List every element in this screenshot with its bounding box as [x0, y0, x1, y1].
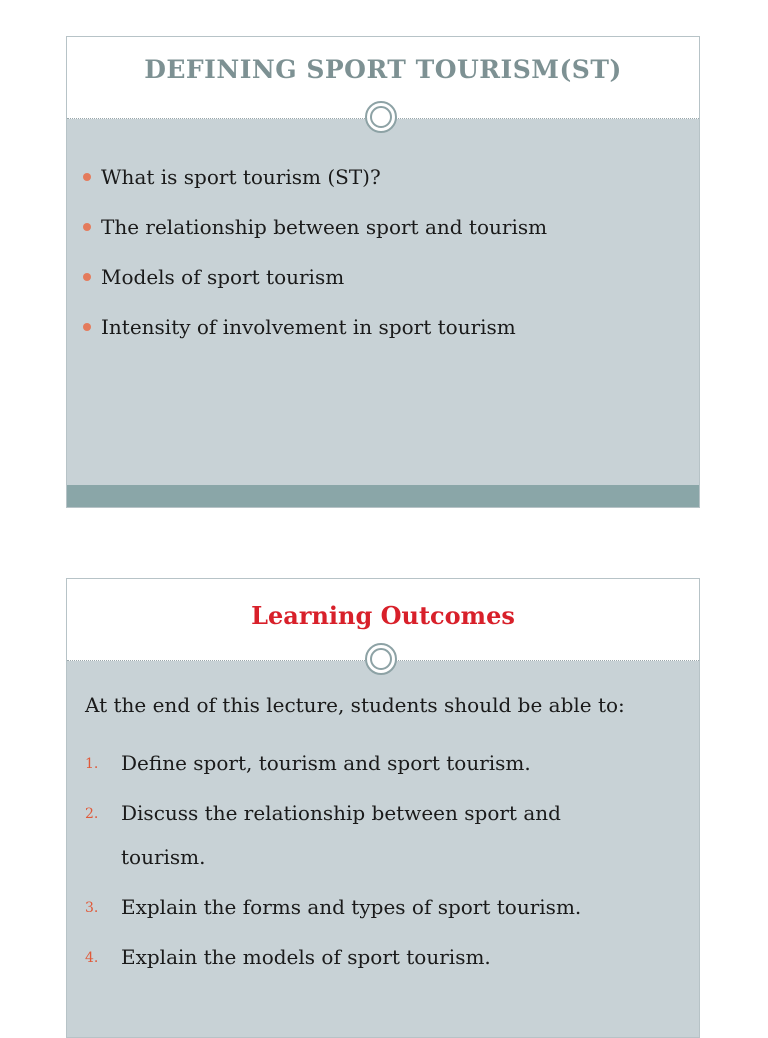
bullet-dot-icon — [83, 323, 91, 331]
slide-footer-band — [67, 485, 699, 507]
bullet-item: Models of sport tourism — [81, 265, 547, 289]
slide-title: DEFINING SPORT TOURISM(ST) — [144, 55, 622, 84]
circle-ornament-icon — [365, 101, 397, 133]
bullet-item: Intensity of involvement in sport tourism — [81, 315, 547, 339]
slide-learning-outcomes — [66, 578, 700, 1038]
item-number: 3. — [85, 900, 99, 916]
bullet-item: What is sport tourism (ST)? — [81, 165, 547, 189]
circle-ornament-icon — [365, 643, 397, 675]
outcome-item: 4. Explain the models of sport tourism. — [85, 935, 645, 979]
item-number: 2. — [85, 806, 99, 822]
item-number: 1. — [85, 756, 99, 772]
outcome-item: 3. Explain the forms and types of sport tourism. — [85, 885, 645, 929]
slide-defining-sport-tourism — [66, 36, 700, 508]
outcome-item: 2. Discuss the relationship between sport and tourism. — [85, 791, 645, 879]
bullet-dot-icon — [83, 173, 91, 181]
bullet-item: The relationship between sport and tourism — [81, 215, 547, 239]
outcome-item: 1. Define sport, tourism and sport tourism. — [85, 741, 645, 785]
bullet-dot-icon — [83, 223, 91, 231]
bullet-dot-icon — [83, 273, 91, 281]
intro-text: At the end of this lecture, students should be able to: — [85, 693, 625, 717]
bullet-list — [81, 165, 547, 365]
item-number: 4. — [85, 950, 99, 966]
outcomes-list — [85, 741, 645, 985]
slide-title: Learning Outcomes — [251, 601, 515, 630]
